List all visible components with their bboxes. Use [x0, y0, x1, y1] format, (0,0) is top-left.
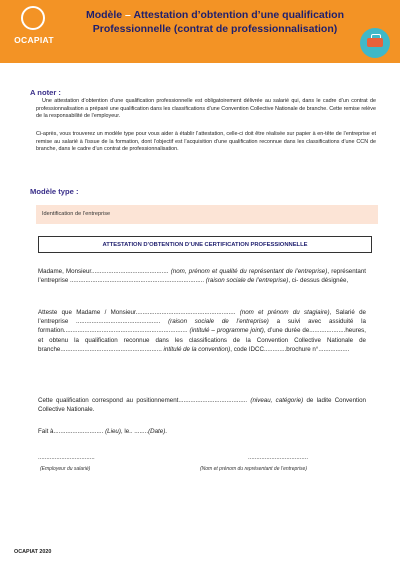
title-dash: – — [122, 9, 134, 21]
header-banner — [0, 0, 400, 63]
ocapiat-logo — [8, 6, 60, 54]
logo-circle-icon — [21, 6, 45, 30]
identification-label: Identification de l’entreprise — [42, 211, 111, 217]
logo-text: OCAPIAT — [14, 35, 54, 45]
body-paragraph-2: Atteste que Madame / Monsieur.......................................................... (nom et prénom du stagiaire), Salarié de l’entreprise ................................................. (raison sociale de l’entreprise) a suivi avec assiduité la formation........................................................................ (intitulé – programme joint), d’une durée de.....................heures, et obtenu la qualification reconnue dans les classifications de la Convention Collective Nationale de branche........................................................... intitulé de la convention), code IDCC.............brochure n°.................. — [38, 309, 366, 353]
title-rest: Attestation d’obtention d’une qualification Professionnelle (contrat de professionnalisation) — [92, 9, 345, 35]
page-title — [65, 8, 365, 36]
body-paragraph-3: Cette qualification correspond au positionnement........................................ (niveau, catégorie) de ladite Convention Collective Nationale. — [38, 397, 366, 414]
employer-signature-line: .................................. — [38, 455, 95, 461]
body-paragraph-4: Fait à............................. (Lieu), le.. ........(Date). — [38, 428, 167, 435]
briefcase-icon — [360, 28, 390, 58]
representative-signature-label: (Nom et prénom du représentant de l’entreprise) — [200, 466, 307, 472]
body-paragraph-1: Madame, Monsieur............................................. (nom, prénom et qualité du représentant de l’entreprise), représentant l’entreprise .............................................................................. (raison sociale de l’entreprise), ci- dessus désignée, — [38, 268, 366, 285]
title-model: Modèle — [85, 9, 123, 21]
a-noter-heading: A noter : — [30, 88, 61, 97]
modele-type-heading: Modèle type : — [30, 187, 79, 196]
a-noter-paragraph-2: Ci-après, vous trouverez un modèle type pour vous aider à établir l’attestation, celle-ci doit être réalisée sur papier à en-tête de l’entreprise et remise au salarié à l’issue de la formation, dont l’objectif est l’acquisition d’une qualification reconnue dans les classifications d’une CCN de branche, dans le cadre d’un contrat de professionnalisation. — [36, 131, 376, 152]
identification-box — [36, 205, 378, 224]
footer-text: OCAPIAT 2020 — [14, 549, 52, 555]
a-noter-paragraph-1: Une attestation d’obtention d’une qualification professionnelle est obligatoirement délivrée au salarié qui, dans le cadre d’un contrat de professionnalisation a préparé une qualification dans les classifications d’une Convention Collective Nationale de branche. Cette remise relève de la responsabilité de l’employeur. — [36, 98, 376, 119]
representative-signature-line: .................................... — [248, 455, 309, 461]
employer-signature-label: (Employeur du salarié) — [40, 466, 91, 472]
attestation-title: ATTESTATION D’OBTENTION D’UNE CERTIFICATION PROFESSIONNELLE — [38, 236, 372, 253]
